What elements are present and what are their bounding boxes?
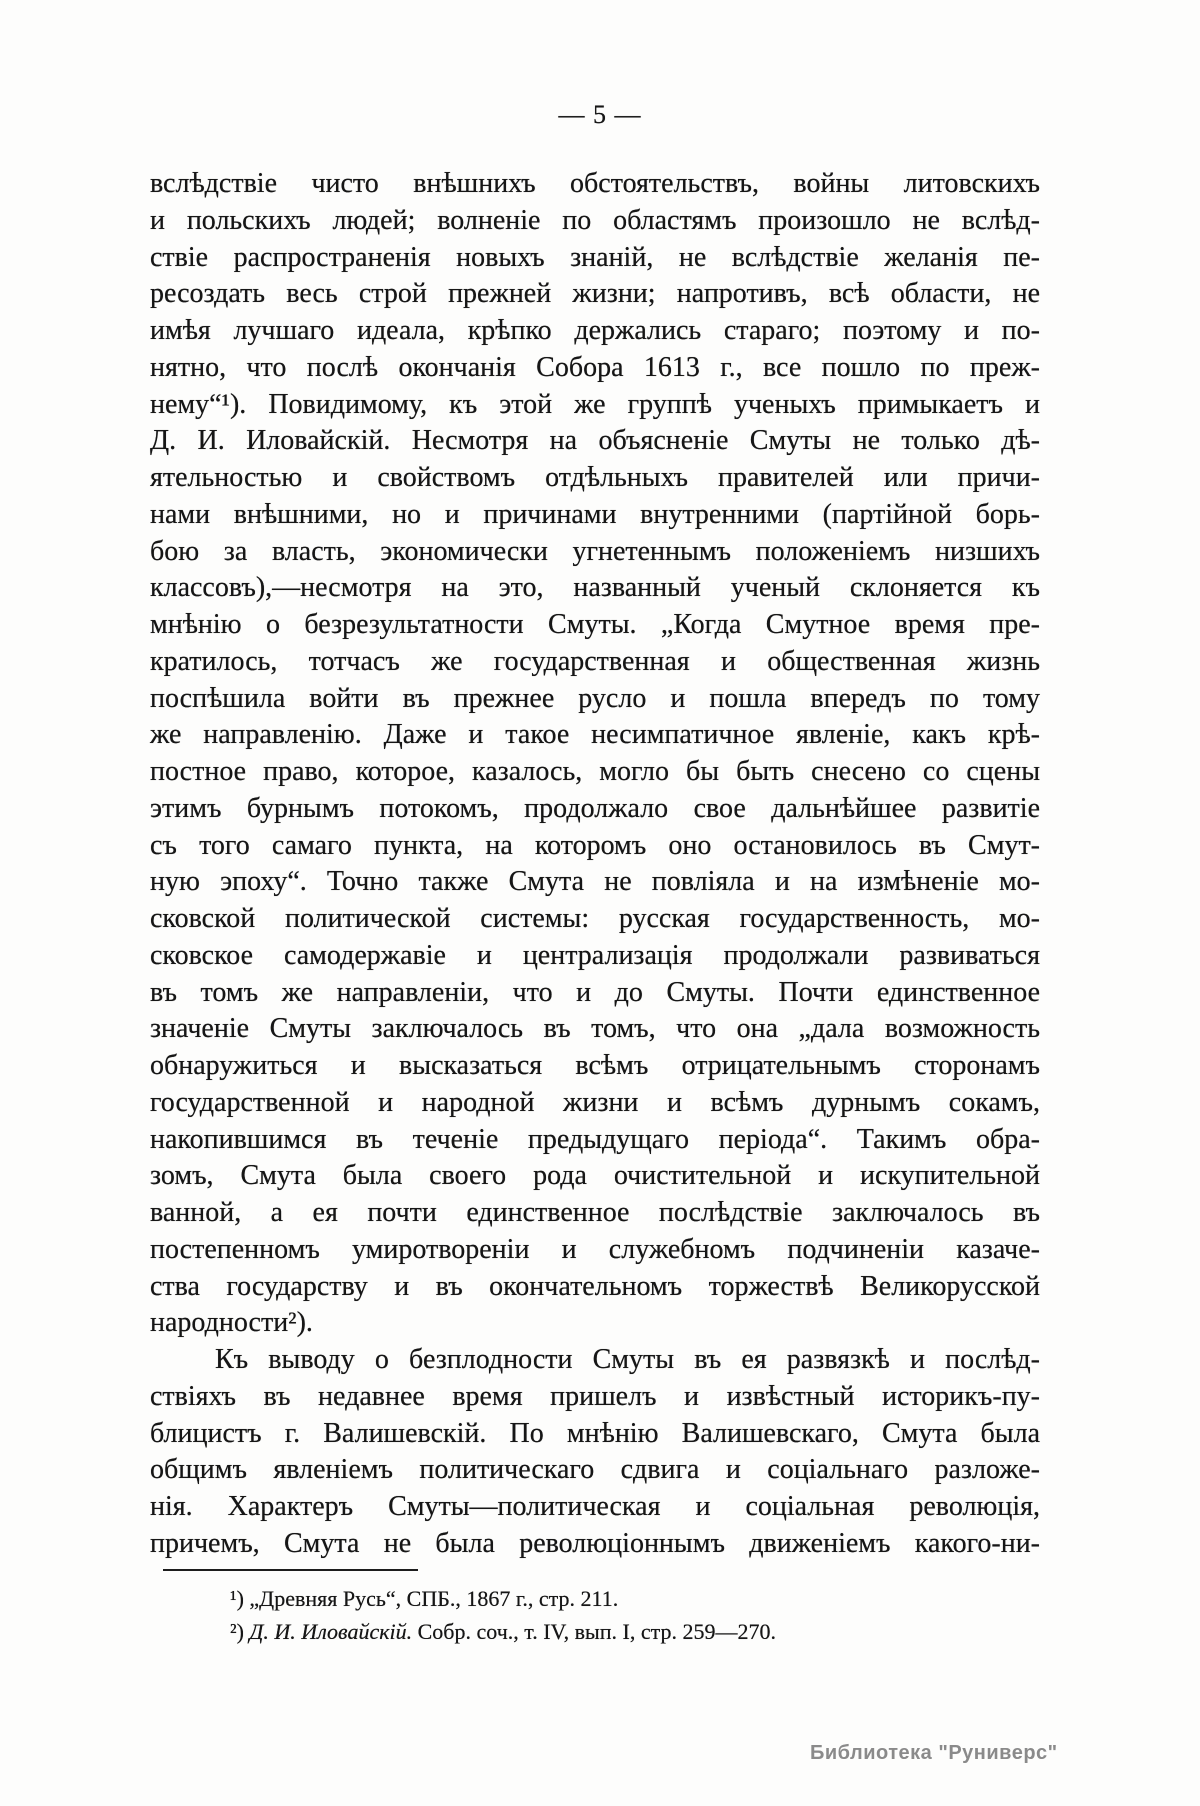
footnote-author: Д. И. Иловайскій. [249, 1619, 413, 1644]
footnote-separator [163, 1569, 418, 1571]
text-line: вслѣдствіе чисто внѣшнихъ обстоятельствъ, войны литовскихъ [150, 168, 1040, 199]
text-line: поспѣшила войти въ прежнее русло и пошла впередъ по тому [150, 682, 1040, 714]
text-line: общимъ явленіемъ политическаго сдвига и соціальнаго разложе- [150, 1454, 1040, 1486]
text-line: государственной и народной жизни и всѣмъ дурнымъ сокамъ, [150, 1086, 1040, 1118]
text-line: блицистъ г. Валишевскій. По мнѣнію Валишевскаго, Смута была [150, 1417, 1040, 1449]
text-line: ванной, а ея почти единственное послѣдствіе заключалось въ [150, 1197, 1040, 1228]
text-line: этимъ бурнымъ потокомъ, продолжало свое дальнѣйшее развитіе [150, 792, 1040, 824]
text-line: зомъ, Смута была своего рода очистительной и искупительной [150, 1160, 1040, 1192]
text-line: сковское самодержавіе и централизація продолжали развиваться [150, 939, 1040, 971]
text-line: постепенномъ умиротвореніи и служебномъ подчиненіи казаче- [150, 1233, 1040, 1265]
text-line: нему“¹). Повидимому, къ этой же группѣ ученыхъ примыкаетъ и [150, 388, 1040, 420]
footnote [150, 1582, 1040, 1615]
text-line: имѣя лучшаго идеала, крѣпко держались стараго; поэтому и по- [150, 315, 1040, 346]
body-text [150, 166, 1040, 1563]
footnote-text: „Древняя Русь“, СПБ., 1867 г., стр. 211. [249, 1586, 619, 1611]
text-line: ятельностью и свойствомъ отдѣльныхъ правителей или причи- [150, 462, 1040, 493]
text-line: съ того самаго пункта, на которомъ оно остановилось въ Смут- [150, 829, 1040, 861]
text-line: нятно, что послѣ окончанія Собора 1613 г., все пошло по преж- [150, 351, 1040, 383]
text-line: постное право, которое, казалось, могло бы быть снесено со сцены [150, 756, 1040, 787]
text-line: классовъ),—несмотря на это, названный ученый склоняется къ [150, 572, 1040, 604]
text-line: значеніе Смуты заключалось въ томъ, что она „дала возможность [150, 1013, 1040, 1045]
text-line: и польскихъ людей; волненіе по областямъ произошло не вслѣд- [150, 204, 1040, 236]
text-line: Д. И. Иловайскій. Несмотря на объясненіе Смуты не только дѣ- [150, 425, 1040, 457]
text-line: ресоздать весь строй прежней жизни; напротивъ, всѣ области, не [150, 278, 1040, 310]
text-line: въ томъ же направленіи, что и до Смуты. Почти единственное [150, 976, 1040, 1008]
text-line: Къ выводу о безплодности Смуты въ ея развязкѣ и послѣд- [215, 1344, 1040, 1375]
footnote [150, 1615, 1040, 1648]
text-line: мнѣнію о безрезультатности Смуты. „Когда Смутное время пре- [150, 609, 1040, 640]
text-line: нія. Характеръ Смуты—политическая и соціальная революція, [150, 1491, 1040, 1522]
footnote-marker: ²) [230, 1619, 250, 1644]
text-line: обнаружиться и высказаться всѣмъ отрицательнымъ сторонамъ [150, 1050, 1040, 1081]
text-line: накопившимся въ теченіе предыдущаго періода“. Такимъ обра- [150, 1123, 1040, 1155]
text-line: ствіяхъ въ недавнее время пришелъ и извѣстный историкъ-пу- [150, 1380, 1040, 1412]
text-line: ную эпоху“. Точно также Смута не повліяла и на измѣненіе мо- [150, 866, 1040, 898]
footnote-text: Собр. соч., т. IV, вып. I, стр. 259—270. [412, 1619, 777, 1644]
text-line: же направленію. Даже и такое несимпатичное явленіе, какъ крѣ- [150, 719, 1040, 751]
footnote-marker: ¹) [230, 1586, 250, 1611]
text-line: нами внѣшними, но и причинами внутренними (партійной борь- [150, 498, 1040, 530]
text-line: ства государству и въ окончательномъ торжествѣ Великорусской [150, 1270, 1040, 1302]
text-line: ствіе распространенія новыхъ знаній, не вслѣдствіе желанія пе- [150, 241, 1040, 273]
text-line: причемъ, Смута не была революціоннымъ движеніемъ какого-ни- [150, 1527, 1040, 1559]
text-line: народности²). [150, 1307, 313, 1339]
text-line: сковской политической системы: русская государственность, мо- [150, 903, 1040, 934]
page-number: — 5 — [558, 100, 642, 129]
library-watermark: Библиотека "Руниверс" [810, 1742, 1058, 1764]
footnotes [150, 1582, 1040, 1648]
text-line: бою за власть, экономически угнетеннымъ положеніемъ низшихъ [150, 535, 1040, 567]
text-line: кратилось, тотчасъ же государственная и общественная жизнь [150, 645, 1040, 677]
